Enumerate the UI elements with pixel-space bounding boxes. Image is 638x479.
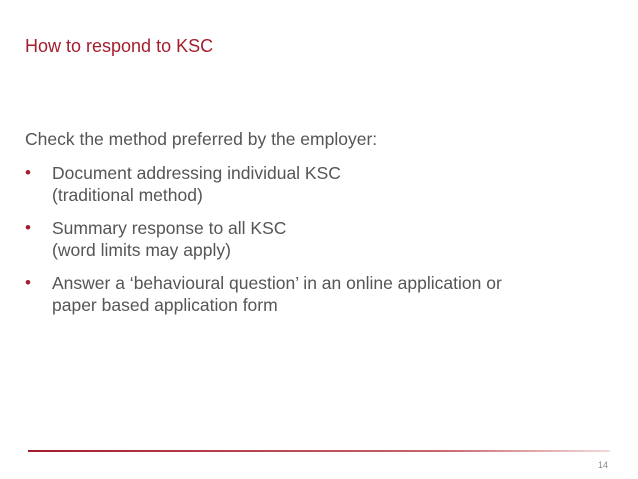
page-number: 14: [597, 460, 608, 470]
bullet-text-line: Document addressing individual KSC: [52, 163, 341, 183]
bullet-icon: •: [25, 218, 31, 237]
bullet-list: [25, 162, 615, 316]
slide-title: How to respond to KSC: [25, 36, 214, 56]
slide-body: [25, 128, 615, 327]
bullet-item: [25, 272, 615, 316]
bullet-icon: •: [25, 273, 31, 292]
bullet-text-line: (word limits may apply): [52, 240, 231, 260]
bullet-text-line: Summary response to all KSC: [52, 218, 287, 238]
intro-text: Check the method preferred by the employer:: [25, 129, 378, 149]
footer-divider: [28, 450, 610, 452]
bullet-text-line: paper based application form: [52, 295, 278, 315]
bullet-text-line: Answer a ‘behavioural question’ in an online application or: [52, 273, 502, 293]
bullet-text-line: (traditional method): [52, 185, 203, 205]
bullet-item: [25, 162, 615, 206]
bullet-icon: •: [25, 163, 31, 182]
bullet-item: [25, 217, 615, 261]
